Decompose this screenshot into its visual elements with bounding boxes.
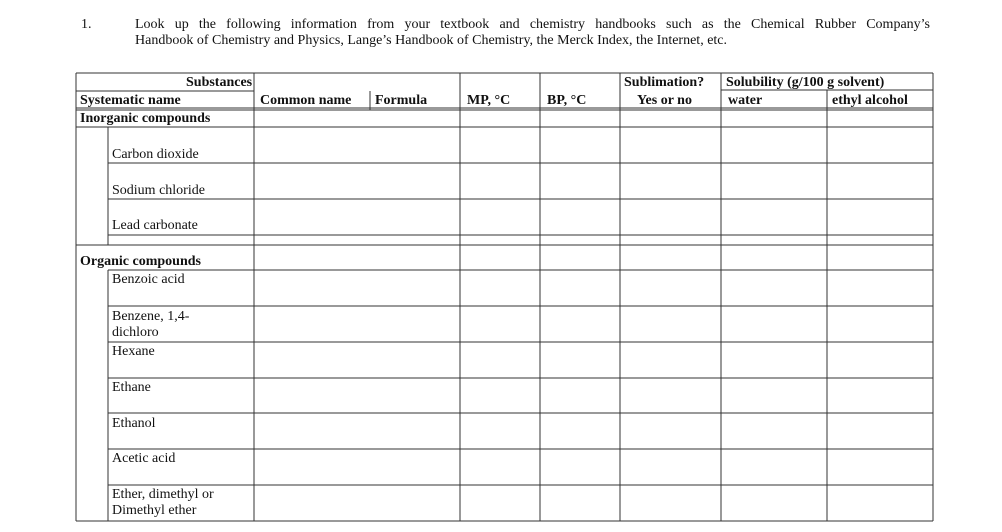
header-sublimation: Sublimation? [624, 75, 705, 90]
header-sublimation-sub: Yes or no [637, 93, 692, 108]
header-ethyl-alcohol: ethyl alcohol [832, 93, 908, 108]
row-label-benzoic-acid: Benzoic acid [112, 272, 185, 287]
header-systematic-name: Systematic name [80, 93, 181, 108]
row-label-ether-line1: Ether, dimethyl or [112, 487, 214, 502]
answer-cell-sublimation[interactable] [621, 128, 720, 162]
answer-cell-mp[interactable] [461, 450, 539, 484]
answer-cell-formula[interactable] [371, 246, 459, 305]
section-organic: Organic compounds [80, 254, 201, 269]
answer-cell-bp[interactable] [541, 164, 619, 198]
answer-cell-mp[interactable] [461, 307, 539, 341]
answer-cell-solubility-ethanol[interactable] [828, 246, 932, 305]
question-number: 1. [81, 17, 92, 32]
answer-cell-formula[interactable] [371, 486, 459, 520]
answer-cell-mp[interactable] [461, 246, 539, 305]
row-label-benzene-line2: dichloro [112, 325, 159, 340]
answer-cell-mp[interactable] [461, 343, 539, 377]
answer-cell-solubility-water[interactable] [722, 343, 826, 377]
answer-cell-common-name[interactable] [255, 414, 369, 448]
answer-cell-formula[interactable] [371, 343, 459, 377]
answer-cell-sublimation[interactable] [621, 450, 720, 484]
answer-cell-formula[interactable] [371, 450, 459, 484]
answer-cell-bp[interactable] [541, 379, 619, 412]
answer-cell-solubility-water[interactable] [722, 450, 826, 484]
answer-cell-mp[interactable] [461, 200, 539, 234]
row-label-sodium-chloride: Sodium chloride [112, 183, 205, 198]
header-substances: Substances [186, 75, 253, 90]
answer-cell-solubility-water[interactable] [722, 128, 826, 162]
answer-cell-solubility-water[interactable] [722, 414, 826, 448]
answer-cell-solubility-water[interactable] [722, 246, 826, 305]
answer-cell-formula[interactable] [371, 128, 459, 162]
answer-cell-solubility-ethanol[interactable] [828, 307, 932, 341]
header-solubility: Solubility (g/100 g solvent) [726, 75, 885, 90]
answer-cell-mp[interactable] [461, 379, 539, 412]
answer-cell-mp[interactable] [461, 486, 539, 520]
answer-cell-solubility-water[interactable] [722, 486, 826, 520]
answer-cell-formula[interactable] [371, 379, 459, 412]
answer-cell-solubility-water[interactable] [722, 307, 826, 341]
answer-cell-sublimation[interactable] [621, 200, 720, 234]
answer-cell-sublimation[interactable] [621, 343, 720, 377]
answer-cell-bp[interactable] [541, 246, 619, 305]
question-line-1: Look up the following information from your textbook and chemistry handbooks such as the Chemical Rubber Company’s [135, 17, 930, 32]
answer-cell-mp[interactable] [461, 414, 539, 448]
answer-cell-formula[interactable] [371, 200, 459, 234]
answer-cell-solubility-ethanol[interactable] [828, 128, 932, 162]
answer-cell-bp[interactable] [541, 128, 619, 162]
answer-cell-solubility-ethanol[interactable] [828, 343, 932, 377]
row-label-carbon-dioxide: Carbon dioxide [112, 147, 199, 162]
answer-cell-common-name[interactable] [255, 450, 369, 484]
header-formula: Formula [375, 93, 428, 108]
answer-cell-bp[interactable] [541, 414, 619, 448]
answer-cell-solubility-water[interactable] [722, 379, 826, 412]
row-label-acetic-acid: Acetic acid [112, 451, 176, 466]
header-bp: BP, °C [547, 93, 587, 108]
answer-cell-sublimation[interactable] [621, 164, 720, 198]
header-mp: MP, °C [467, 93, 511, 108]
answer-cell-sublimation[interactable] [621, 486, 720, 520]
answer-cell-common-name[interactable] [255, 200, 369, 234]
answer-cell-common-name[interactable] [255, 343, 369, 377]
answer-cell-sublimation[interactable] [621, 246, 720, 305]
answer-cell-common-name[interactable] [255, 246, 369, 305]
answer-cell-mp[interactable] [461, 164, 539, 198]
answer-cell-common-name[interactable] [255, 379, 369, 412]
answer-cell-common-name[interactable] [255, 486, 369, 520]
answer-cell-sublimation[interactable] [621, 379, 720, 412]
question-line-2: Handbook of Chemistry and Physics, Lange’s Handbook of Chemistry, the Merck Index, the Internet, etc. [135, 33, 728, 48]
answer-cell-solubility-water[interactable] [722, 164, 826, 198]
answer-cell-solubility-ethanol[interactable] [828, 379, 932, 412]
answer-cell-common-name[interactable] [255, 164, 369, 198]
answer-cell-solubility-water[interactable] [722, 200, 826, 234]
row-label-ethane: Ethane [112, 380, 151, 395]
answer-cell-solubility-ethanol[interactable] [828, 164, 932, 198]
section-inorganic: Inorganic compounds [80, 111, 211, 126]
row-label-lead-carbonate: Lead carbonate [112, 218, 198, 233]
row-label-ethanol: Ethanol [112, 416, 156, 431]
answer-cell-bp[interactable] [541, 343, 619, 377]
answer-cell-solubility-ethanol[interactable] [828, 486, 932, 520]
answer-cell-common-name[interactable] [255, 128, 369, 162]
header-water: water [728, 93, 763, 108]
answer-cell-sublimation[interactable] [621, 307, 720, 341]
answer-cell-bp[interactable] [541, 450, 619, 484]
question-text [135, 17, 930, 49]
answer-cell-formula[interactable] [371, 414, 459, 448]
answer-cell-solubility-ethanol[interactable] [828, 200, 932, 234]
answer-cell-solubility-ethanol[interactable] [828, 414, 932, 448]
answer-cell-mp[interactable] [461, 128, 539, 162]
row-label-hexane: Hexane [112, 344, 155, 359]
answer-cell-formula[interactable] [371, 307, 459, 341]
answer-cell-solubility-ethanol[interactable] [828, 450, 932, 484]
answer-cell-sublimation[interactable] [621, 414, 720, 448]
header-common-name: Common name [260, 93, 352, 108]
row-label-benzene-line1: Benzene, 1,4- [112, 309, 190, 324]
answer-cell-formula[interactable] [371, 164, 459, 198]
answer-cell-bp[interactable] [541, 307, 619, 341]
answer-cell-bp[interactable] [541, 486, 619, 520]
answer-cell-common-name[interactable] [255, 307, 369, 341]
answer-cell-bp[interactable] [541, 200, 619, 234]
row-label-ether-line2: Dimethyl ether [112, 503, 197, 518]
